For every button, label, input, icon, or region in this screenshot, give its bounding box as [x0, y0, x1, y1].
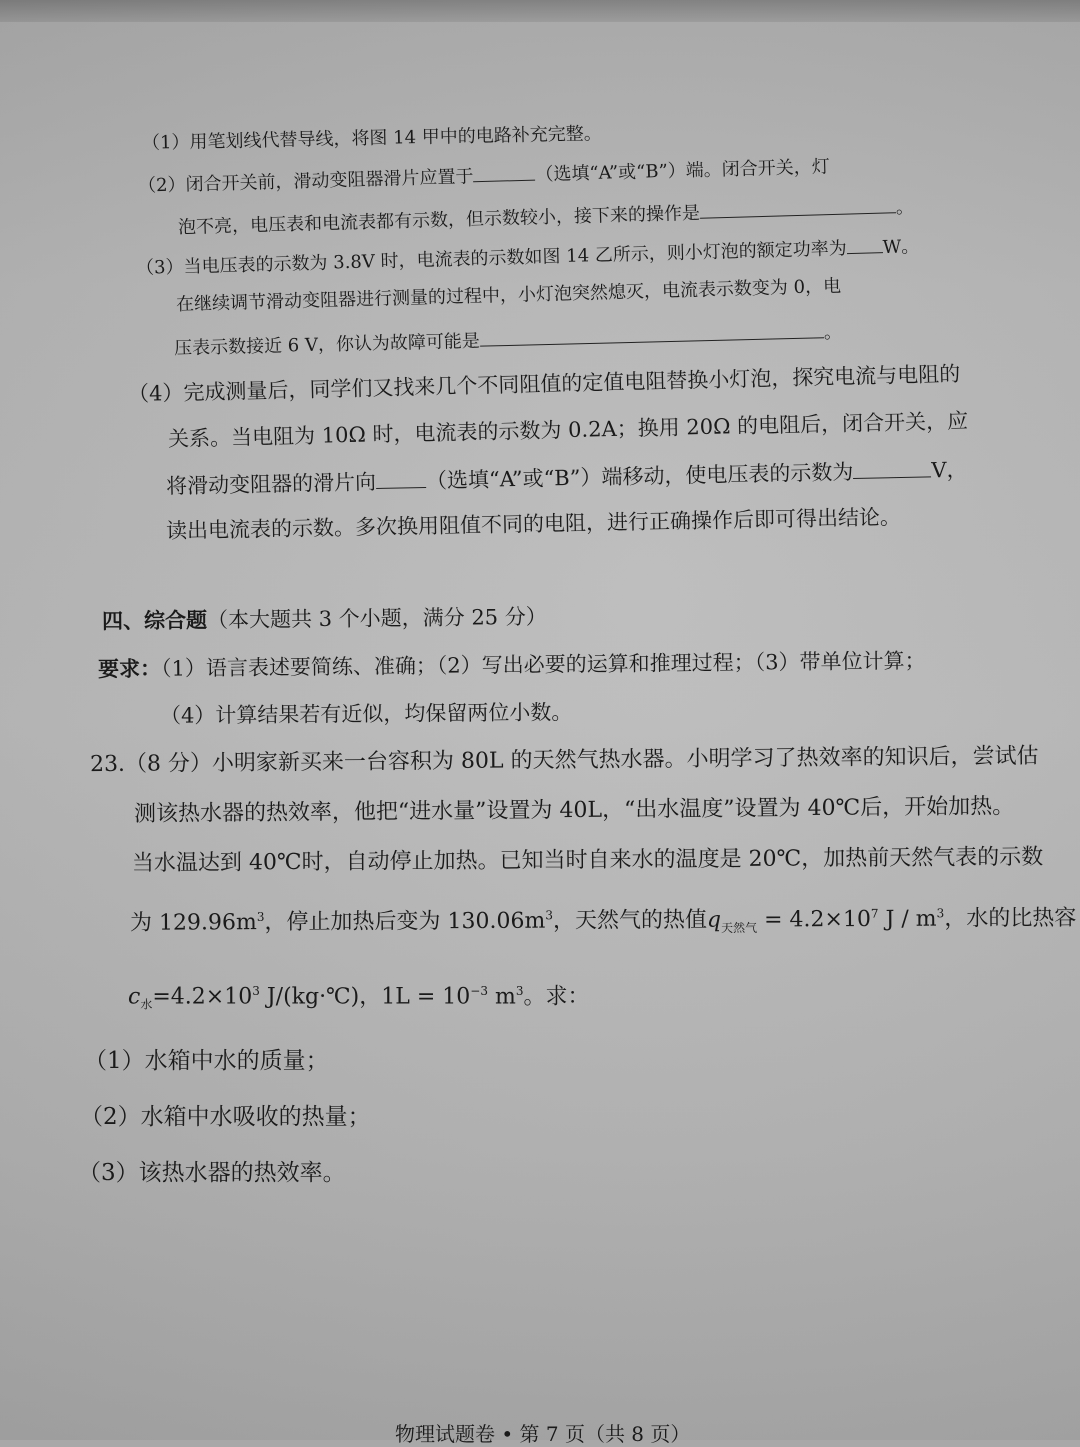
q23-sub-3 — [78, 1160, 346, 1188]
q-part-4-text-c: 将滑动变阻器的滑片向 — [165, 469, 377, 499]
gas-reading-before: 为 129.96m — [129, 910, 257, 936]
requirements-text-2: （4）计算结果若有近似，均保留两位小数。 — [159, 700, 573, 728]
specific-heat-unit: J/(kg·℃)，1L = 10 — [259, 984, 471, 1010]
q-part-3-text-c: 压表示数接近 6 V，你认为故障可能是 — [173, 330, 481, 360]
heat-value-label: ，天然气的热值 — [552, 907, 708, 934]
volume-unit: m — [487, 984, 516, 1010]
q-part-4-text-d: （选填“A”或“B”）端移动，使电压表的示数为 — [425, 459, 854, 493]
specific-heat-label: ，水的比热容 — [944, 905, 1077, 932]
q-part-2-line-2 — [178, 197, 914, 239]
q23-line-1 — [90, 744, 1039, 779]
q23-text-1: 23.（8 分）小明家新买来一台容积为 80L 的天然气热水器。小明学习了热效率的知识后，尝试估 — [89, 743, 1039, 778]
page-footer: 物理试题卷 • 第 7 页（共 8 页） — [395, 1422, 691, 1446]
q23-sub-2-text: （2）水箱中水吸收的热量； — [80, 1104, 371, 1130]
exponent: 3 — [252, 984, 260, 998]
q-part-3-text-a: （3）当电压表的示数为 3.8V 时，电流表的示数如图 14 乙所示，则小灯泡的额定功率为 — [135, 238, 848, 279]
q-part-4-line-3 — [166, 458, 968, 500]
q-part-4-text-a: （4）完成测量后，同学们又找来几个不同阻值的定值电阻替换小灯泡，探究电流与电阻的 — [127, 361, 961, 407]
unit-v: V， — [931, 457, 968, 483]
symbol-c: c — [128, 984, 141, 1010]
q-part-1 — [142, 123, 602, 154]
requirements-label: 要求： — [97, 655, 162, 682]
q-part-4-line-2 — [168, 409, 969, 452]
q-part-3-line-2 — [176, 276, 842, 316]
q23-text-2: 测该热水器的热效率，他把“进水量”设置为 40L，“出水温度”设置为 40℃后，开始加热。 — [133, 794, 1015, 827]
requirements-line-2 — [160, 700, 573, 729]
exponent: 3 — [256, 909, 265, 924]
exponent: 3 — [545, 908, 553, 923]
answer-blank — [480, 337, 824, 346]
period: 。 — [823, 321, 843, 344]
exponent: 3 — [936, 906, 945, 921]
section-note: （本大题共 3 个小题，满分 25 分） — [206, 604, 547, 633]
q-part-4-text-b: 关系。当电阻为 10Ω 时，电流表的示数为 0.2A；换用 20Ω 的电阻后，闭合开关，应 — [167, 408, 969, 452]
q23-line-5 — [128, 984, 590, 1012]
section-heading — [102, 604, 547, 635]
answer-blank — [700, 212, 896, 218]
subscript: 天然气 — [721, 920, 758, 936]
section-title: 四、综合题 — [101, 607, 208, 634]
subscript: 水 — [140, 997, 153, 1012]
answer-blank — [474, 180, 536, 183]
q23-sub-3-text: （3）该热水器的热效率。 — [78, 1160, 346, 1186]
q-part-3-line-3 — [174, 322, 842, 360]
requirements-line-1 — [98, 648, 926, 683]
q23-text-3: 当水温达到 40℃时，自动停止加热。已知当时自来水的温度是 20℃，加热前天然气表的示数 — [131, 844, 1044, 877]
exponent: 3 — [515, 984, 524, 998]
q23-sub-1-text: （1）水箱中水的质量； — [84, 1048, 329, 1074]
specific-heat-value: =4.2×10 — [152, 984, 253, 1010]
heat-value: = 4.2×10 — [757, 906, 871, 933]
q-part-4-line-1 — [128, 362, 961, 408]
q23-line-2 — [134, 794, 1014, 828]
heat-value-unit: J / m — [878, 906, 937, 932]
q23-sub-1 — [84, 1048, 329, 1076]
exponent: −3 — [470, 984, 488, 998]
exponent: 7 — [870, 906, 879, 921]
period: 。 — [895, 196, 915, 219]
q-part-2-text-a: （2）闭合开关前，滑动变阻器滑片应置于 — [137, 166, 474, 197]
q-part-3-line-1 — [136, 236, 920, 279]
q-part-2-text-b: （选填“A”或“B”）端。闭合开关，灯 — [535, 156, 830, 186]
unit-w: W。 — [882, 236, 920, 259]
q23-line-4 — [130, 906, 1076, 939]
q-part-4-line-4 — [166, 505, 901, 544]
q-part-2-text-c: 泡不亮，电压表和电流表都有示数，但示数较小，接下来的操作是 — [177, 202, 701, 239]
q-part-1-text: （1）用笔划线代替导线，将图 14 甲中的电路补充完整。 — [141, 123, 602, 154]
q23-sub-2 — [80, 1104, 371, 1132]
q-part-3-text-b: 在继续调节滑动变阻器进行测量的过程中，小灯泡突然熄灭，电流表示数变为 0，电 — [175, 275, 842, 316]
ask-text: 。求： — [523, 984, 590, 1010]
gas-reading-after: ，停止加热后变为 130.06m — [264, 908, 546, 936]
requirements-text-1: （1）语言表述要简练、准确；（2）写出必要的运算和推理过程；（3）带单位计算； — [160, 648, 926, 681]
answer-blank — [847, 252, 883, 254]
q-part-2-line-1 — [138, 156, 830, 197]
q-part-4-text-e: 读出电流表的示数。多次换用阻值不同的电阻，进行正确操作后即可得出结论。 — [165, 504, 902, 544]
answer-blank — [854, 476, 932, 479]
q23-line-3 — [132, 845, 1043, 878]
answer-blank — [376, 487, 426, 489]
symbol-q: q — [706, 907, 722, 933]
